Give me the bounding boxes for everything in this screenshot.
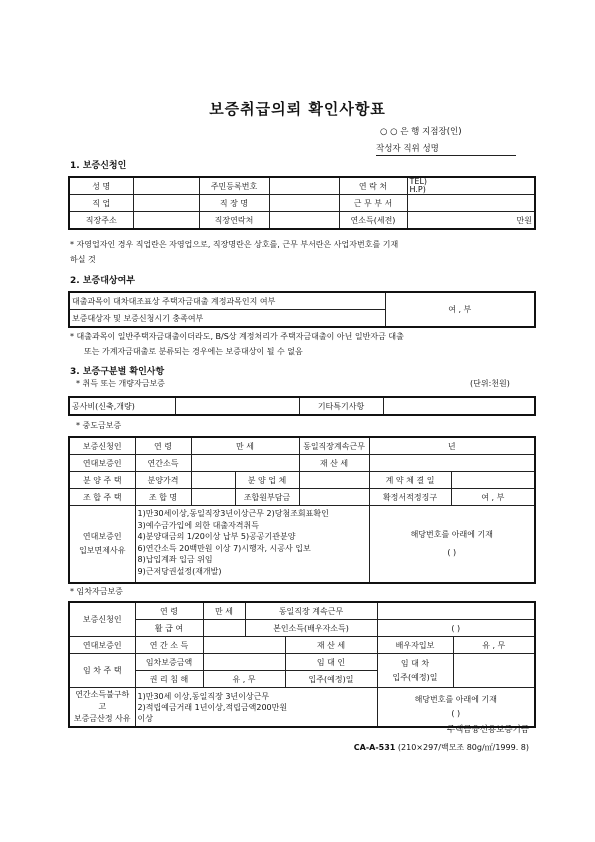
mp-exemption-answer[interactable] <box>369 506 535 584</box>
acquisition-subheading: * 취득 또는 개량자금보증 <box>76 379 165 388</box>
mp-exemption-reason-2: 3)예수금가입에 의한 대출자격취득 <box>137 520 259 530</box>
ld-exemption-parens: ( ) <box>451 709 461 718</box>
ld-label-annual-income: 연 간 소 득 <box>135 637 203 654</box>
ld-label-lease-housing: 임 차 주 택 <box>69 654 135 688</box>
mp-label-document-collected: 확정서적정징구 <box>369 489 451 506</box>
section1-heading: 1. 보증신청인 <box>70 161 127 171</box>
ld-value-own-income[interactable]: ( ) <box>377 620 535 637</box>
bank-branch-line: ○ ○ 은 행 지점장(인) <box>380 127 462 137</box>
value-resident-number[interactable] <box>269 177 339 195</box>
ld-value-continuous-work[interactable] <box>377 602 535 620</box>
mp-value-sale-price[interactable] <box>191 472 235 489</box>
mp-label-property-tax: 재 산 세 <box>299 455 369 472</box>
value-department[interactable] <box>407 195 535 212</box>
mp-exemption-label-line-2: 입보면제사유 <box>79 546 126 555</box>
value-work-phone[interactable] <box>269 212 339 230</box>
mp-label-union-housing: 조 합 주 택 <box>69 489 135 506</box>
footer-form-code: CA-A-531 <box>353 743 396 752</box>
section2-heading: 2. 보증대상여부 <box>70 276 135 286</box>
ld-label-exemption <box>69 688 135 728</box>
mp-value-annual-income[interactable] <box>191 455 299 472</box>
section1-note-2: 하실 것 <box>70 255 96 264</box>
mp-label-developer: 분 양 업 체 <box>235 472 299 489</box>
value-work-address[interactable] <box>133 212 199 230</box>
mp-label-contract-date: 계 약 체 결 일 <box>369 472 451 489</box>
ld-exemption-answer[interactable] <box>377 688 535 728</box>
value-name[interactable] <box>133 177 199 195</box>
eligibility-question-2: 보증대상자 및 보증신청시기 충족여부 <box>69 310 385 328</box>
document-title: 보증취급의뢰 확인사항표 <box>209 100 386 118</box>
label-work-phone: 직장연락처 <box>199 212 269 230</box>
lease-table <box>68 601 536 728</box>
mp-exemption-reason-5: 8)납입계좌 입금 위임 <box>137 555 213 564</box>
mp-value-member-burden[interactable] <box>299 489 369 506</box>
tel-label: TEL) <box>409 177 428 186</box>
writer-line: 작성자 직위 성명 <box>376 142 516 156</box>
value-workplace[interactable] <box>269 195 339 212</box>
ld-value-lease-contract-date[interactable] <box>453 654 535 688</box>
ld-value-age[interactable]: 만 세 <box>203 602 245 620</box>
ld-value-deposit[interactable] <box>203 654 285 671</box>
ld-exemption-reason-1: 1)만30세 이상,동일직장 3년이상근무 <box>137 691 270 701</box>
ld-label-age: 연 령 <box>135 602 203 620</box>
ld-lease-label-line-1: 임 대 차 <box>400 658 430 668</box>
section3-heading: 3. 보증구분별 확인사항 <box>70 367 165 377</box>
section2-note-2: 또는 가계자금대출로 분류되는 경우에는 보증대상이 될 수 없음 <box>84 347 303 356</box>
mp-label-age: 연 령 <box>135 437 191 455</box>
lease-subheading: * 임차자금보증 <box>70 587 123 596</box>
ld-label-move-in-date: 입주(예정)일 <box>285 671 377 688</box>
mp-value-years[interactable]: 년 <box>369 437 535 455</box>
mp-exemption-parens: ( ) <box>447 548 457 557</box>
ld-value-annual-income[interactable] <box>203 637 285 654</box>
mp-value-developer[interactable] <box>299 472 369 489</box>
mp-label-sale-housing: 분 양 주 택 <box>69 472 135 489</box>
acquisition-table <box>68 396 536 416</box>
ld-label-deposit: 임차보증금액 <box>135 654 203 671</box>
mp-exemption-reasons <box>135 506 369 584</box>
eligibility-table <box>68 291 536 328</box>
ld-label-lease-contract-date <box>377 654 453 688</box>
mp-exemption-reason-4: 6)연간소득 20백만원 이상 7)시행자, 시공사 입보 <box>137 543 311 553</box>
label-construction-cost: 공사비(신축,개량) <box>69 397 175 415</box>
section2-note-1: * 대출과목이 일반주택자금대출이더라도, B/S상 계정처리가 주택자금대출이 아닌 일반자금 대출 <box>70 332 404 341</box>
mp-value-contract-date[interactable] <box>451 472 535 489</box>
ld-exemption-label-line-2: 보증금산정 사유 <box>73 714 131 723</box>
label-contact: 연 락 처 <box>339 177 407 195</box>
mp-label-exemption <box>69 506 135 584</box>
mp-exemption-reason-6: 9)근저당권설정(재개발) <box>137 566 222 576</box>
ld-label-property-tax: 재 산 세 <box>285 637 377 654</box>
mp-label-member-burden: 조합원부담금 <box>235 489 299 506</box>
label-occupation: 직 업 <box>69 195 133 212</box>
ld-exemption-instruction: 해당번호를 아래에 기재 <box>414 695 497 704</box>
ld-exemption-label-line-1: 연간소득불구하고 <box>75 690 130 711</box>
value-annual-income[interactable]: 만원 <box>407 212 535 230</box>
value-construction-cost[interactable] <box>175 397 299 415</box>
ld-label-rights-infringement: 권 리 침 해 <box>135 671 203 688</box>
footer-organization: 주택금융신용보증기금 <box>446 725 529 735</box>
ld-label-spouse-guarantee: 배우자입보 <box>377 637 453 654</box>
midpayment-table <box>68 436 536 584</box>
ld-value-rights-yes-no[interactable]: 유 , 무 <box>203 671 285 688</box>
mp-label-continuous-work: 동일직장계속근무 <box>299 437 369 455</box>
label-annual-income: 연소득(세전) <box>339 212 407 230</box>
label-special-notes: 기타특기사항 <box>299 397 383 415</box>
footer-form-spec <box>354 742 529 753</box>
eligibility-question-1: 대출과목이 대차대조표상 주택자금대출 계정과목인지 여부 <box>69 292 385 310</box>
mp-label-guarantor: 연대보증인 <box>69 455 135 472</box>
hp-label: H.P) <box>409 185 426 194</box>
ld-value-salary[interactable] <box>203 620 245 637</box>
midpayment-subheading: * 중도금보증 <box>76 421 122 430</box>
section1-note-1: * 자영업자인 경우 직업란은 자영업으로, 직장명란은 상호를, 근무 부서란은 사업자번호를 기재 <box>70 240 399 249</box>
ld-exemption-reason-2: 2)적립예금거래 1년이상,적립금액200만원 <box>137 702 288 712</box>
ld-label-applicant: 보증신청인 <box>69 602 135 637</box>
mp-label-sale-price: 분양가격 <box>135 472 191 489</box>
mp-value-age[interactable]: 만 세 <box>191 437 299 455</box>
mp-value-property-tax[interactable] <box>369 455 535 472</box>
value-occupation[interactable] <box>133 195 199 212</box>
mp-exemption-label-line-1: 연대보증인 <box>82 532 122 541</box>
value-special-notes[interactable] <box>383 397 535 415</box>
ld-label-salary: 활 급 여 <box>135 620 203 637</box>
mp-exemption-reason-3: 4)분양대금의 1/20이상 납부 5)공공기관분양 <box>137 532 296 541</box>
eligibility-yes-no[interactable]: 여 , 부 <box>385 292 535 327</box>
ld-exemption-reasons <box>135 688 377 728</box>
mp-value-document-yes-no[interactable]: 여 , 부 <box>451 489 535 506</box>
mp-exemption-reason-1: 1)만30세이상,동일직장3년이상근무 2)당첨조회표확인 <box>137 509 329 518</box>
footer-paper-spec: (210×297/백모조 80g/㎡/1999. 8) <box>397 743 529 752</box>
applicant-table <box>68 176 536 230</box>
value-contact[interactable] <box>407 177 535 195</box>
ld-exemption-reason-3: 이상 <box>137 713 153 723</box>
label-resident-number: 주민등록번호 <box>199 177 269 195</box>
mp-label-union-name: 조 합 명 <box>135 489 191 506</box>
ld-label-guarantor: 연대보증인 <box>69 637 135 654</box>
mp-label-annual-income: 연간소득 <box>135 455 191 472</box>
label-department: 근 무 부 서 <box>339 195 407 212</box>
mp-exemption-instruction: 해당번호를 아래에 기재 <box>410 530 493 539</box>
ld-value-spouse-yes-no[interactable]: 유 , 무 <box>453 637 535 654</box>
ld-lease-label-line-2: 입주(예정)일 <box>392 672 438 682</box>
label-work-address: 직장주소 <box>69 212 133 230</box>
ld-label-landlord: 임 대 인 <box>285 654 377 671</box>
ld-label-own-income: 본인소득(배우자소득) <box>245 620 377 637</box>
label-workplace: 직 장 명 <box>199 195 269 212</box>
label-name: 성 명 <box>69 177 133 195</box>
mp-value-union-name[interactable] <box>191 489 235 506</box>
unit-label: (단위:천원) <box>470 379 510 388</box>
ld-label-continuous-work: 동일직장 계속근무 <box>245 602 377 620</box>
mp-label-applicant: 보증신청인 <box>69 437 135 455</box>
